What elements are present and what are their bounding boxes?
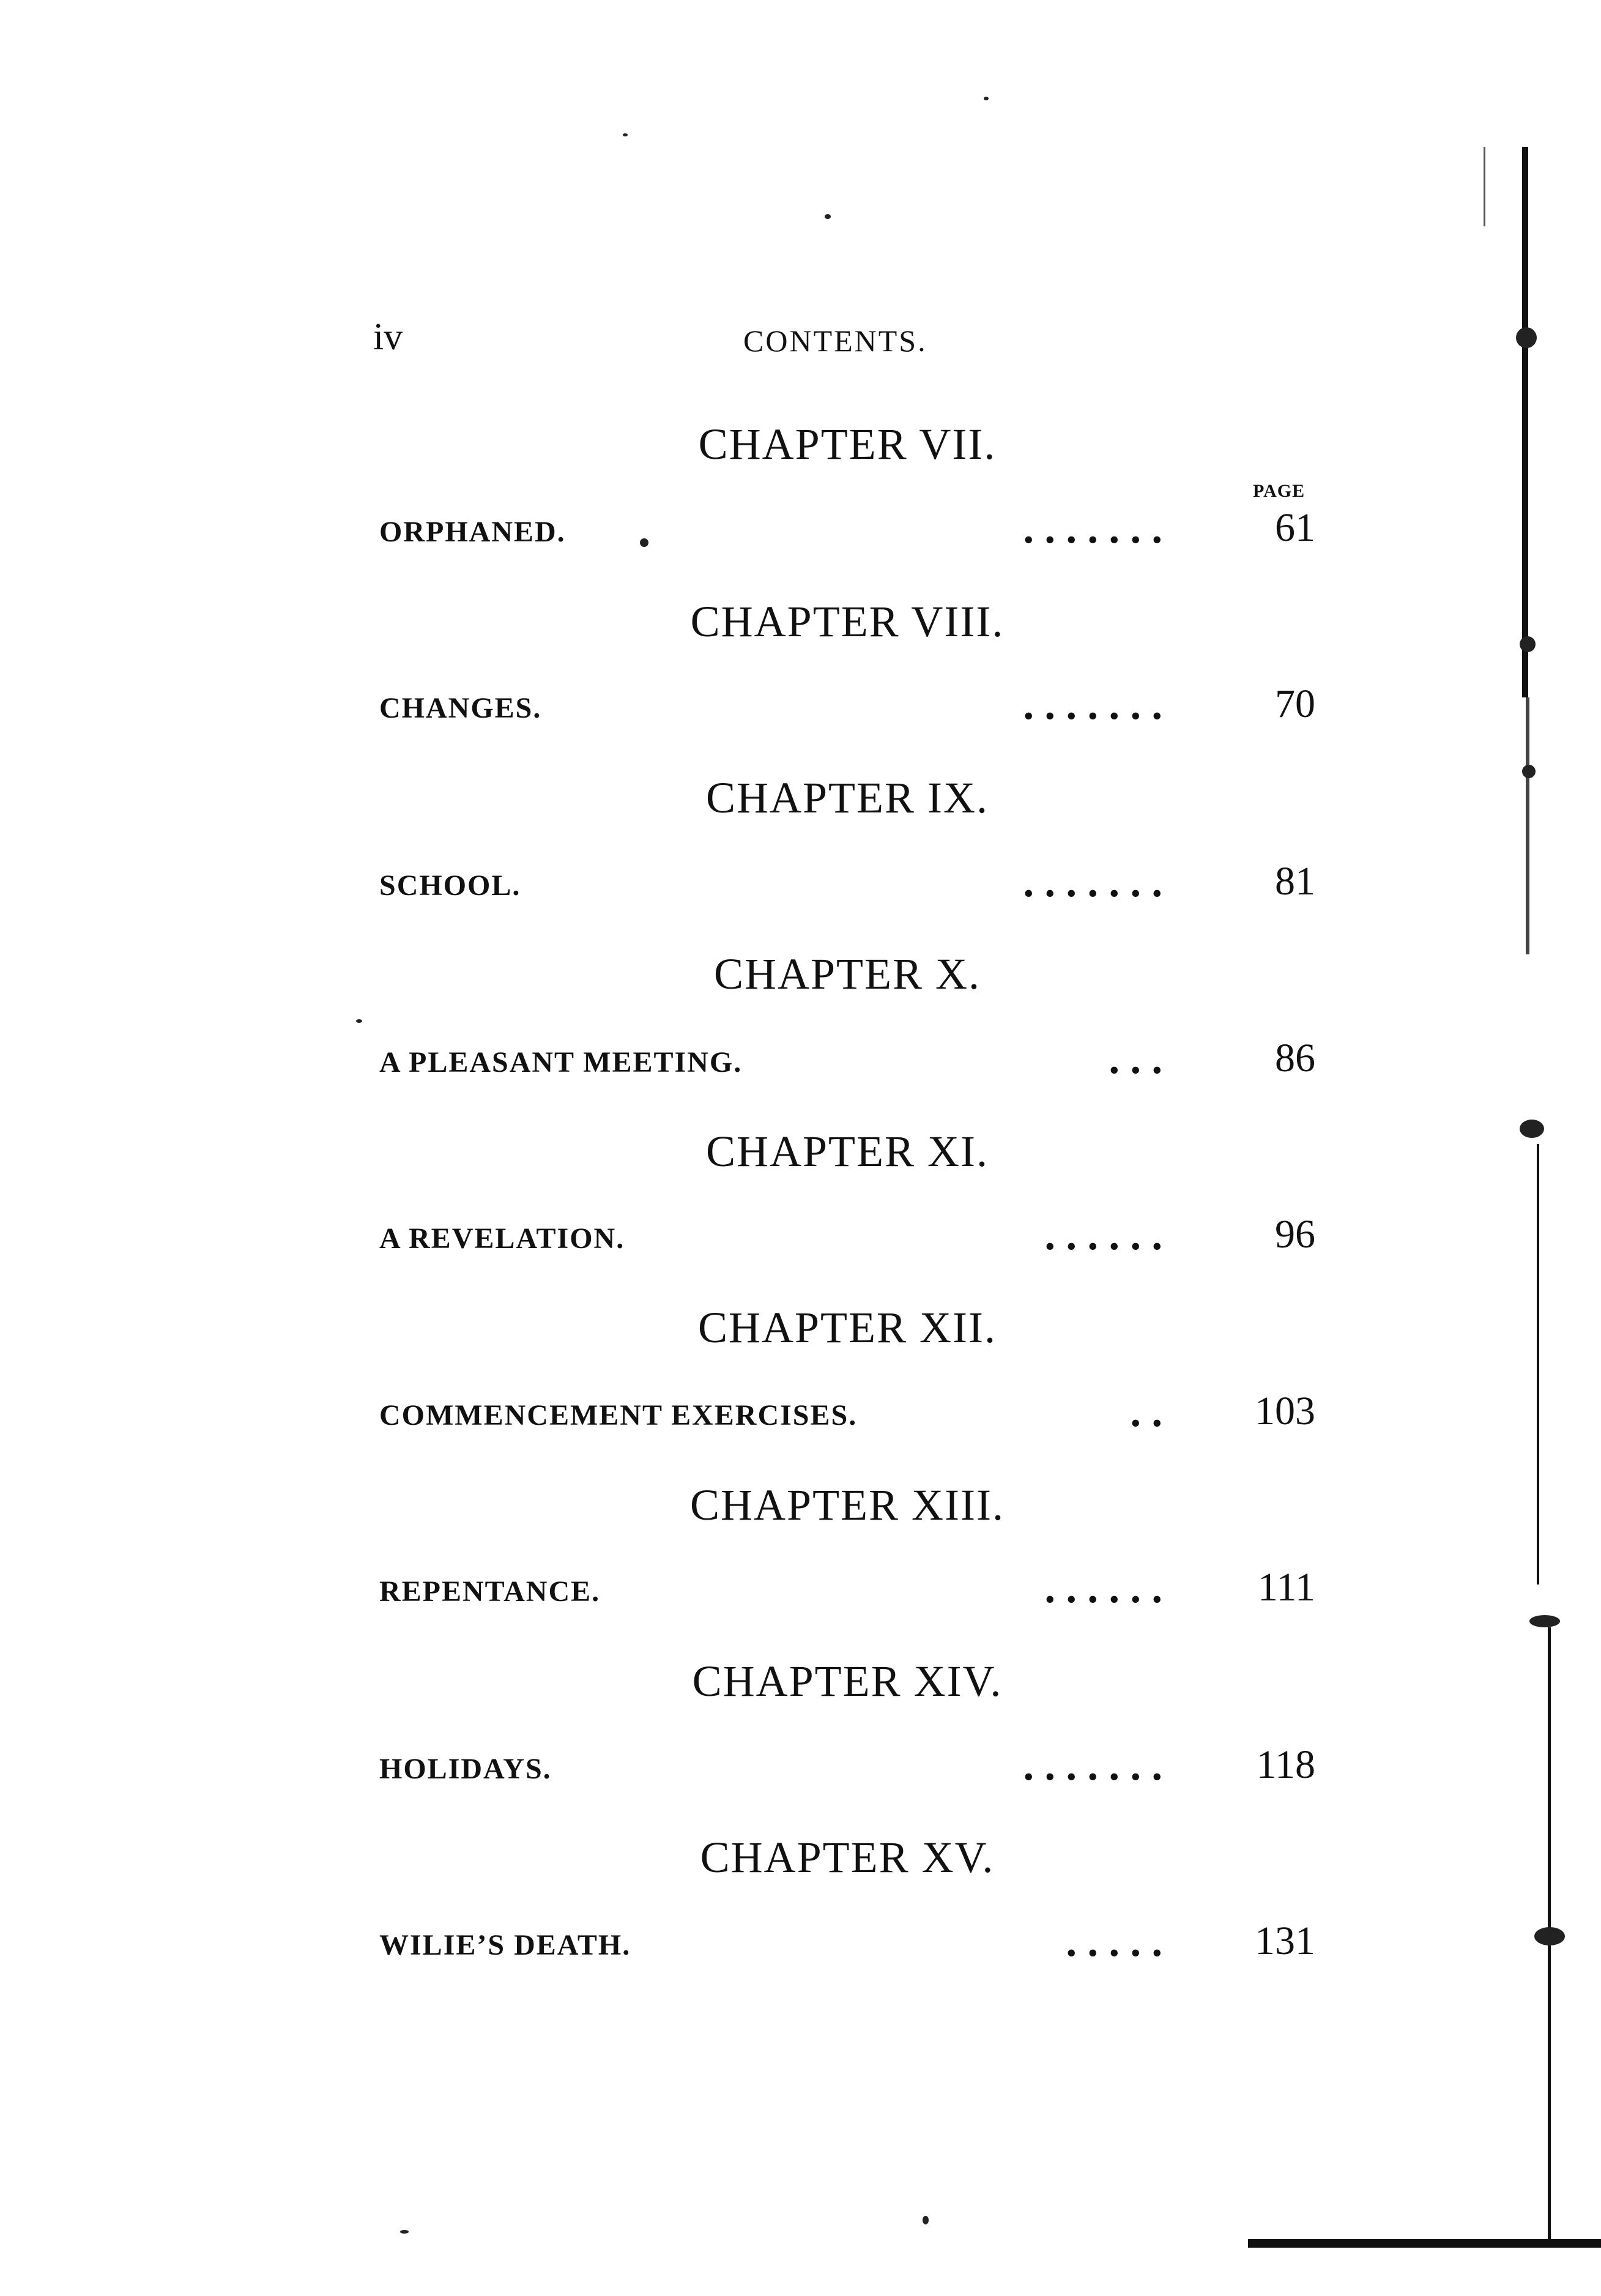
entry-page-number: 86: [1275, 1036, 1315, 1080]
chapter-heading: CHAPTER XI.: [705, 1127, 989, 1176]
running-head: CONTENTS.: [743, 324, 927, 358]
toc-entry[interactable]: [379, 1742, 1315, 1789]
binding-edge: [1526, 697, 1529, 954]
chapter-heading: CHAPTER XV.: [700, 1833, 995, 1882]
entry-title: A PLEASANT MEETING.: [379, 1046, 743, 1079]
toc-entry[interactable]: [379, 861, 1315, 904]
scan-speck: [640, 538, 648, 547]
binding-ornament: [1534, 1927, 1565, 1945]
dot-leader: . . . . . . .: [1023, 682, 1162, 729]
binding-ornament: [1516, 327, 1537, 348]
toc-entry[interactable]: [379, 1038, 1315, 1081]
scan-speck: [923, 2216, 929, 2224]
toc-entry[interactable]: [379, 1921, 1315, 1964]
dot-leader: . . . . . .: [1044, 1565, 1162, 1612]
binding-ornament: [1529, 1615, 1560, 1627]
entry-page-number: 96: [1275, 1212, 1315, 1257]
entry-page-number: 118: [1256, 1742, 1315, 1787]
scan-speck: [400, 2230, 409, 2234]
entry-page-number: 61: [1275, 505, 1315, 550]
entry-page-number: 103: [1255, 1389, 1315, 1433]
scan-speck: [825, 214, 831, 219]
entry-page-number: 81: [1275, 859, 1315, 904]
dot-leader: . . .: [1109, 1036, 1162, 1083]
dot-leader: . . . . . .: [1044, 1212, 1162, 1259]
entry-title: SCHOOL.: [379, 869, 521, 902]
bottom-rule: [1248, 2239, 1601, 2248]
entry-title: HOLIDAYS.: [379, 1753, 552, 1785]
chapter-heading: CHAPTER XIII.: [690, 1481, 1005, 1529]
toc-entry[interactable]: [379, 505, 1315, 552]
chapter-heading: CHAPTER X.: [713, 949, 981, 998]
binding-ornament: [1522, 765, 1536, 778]
page-column-label: PAGE: [1253, 481, 1306, 501]
dot-leader: . . . . . . .: [1023, 505, 1162, 552]
scan-speck: [984, 97, 989, 100]
chapter-heading: CHAPTER XIV.: [692, 1657, 1003, 1706]
toc-entry[interactable]: [379, 684, 1315, 727]
toc-entry[interactable]: [379, 1567, 1315, 1610]
binding-edge: [1537, 1144, 1539, 1585]
entry-title: A REVELATION.: [379, 1222, 625, 1255]
dot-leader: . . . . .: [1066, 1919, 1162, 1966]
chapter-heading: CHAPTER VII.: [698, 420, 997, 469]
dot-leader: . .: [1130, 1389, 1162, 1436]
chapter-heading: CHAPTER VIII.: [690, 597, 1005, 646]
scan-speck: [356, 1019, 362, 1023]
entry-page-number: 111: [1257, 1565, 1315, 1610]
entry-title: COMMENCEMENT EXERCISES.: [379, 1399, 858, 1432]
binding-ornament: [1520, 1120, 1544, 1138]
dot-leader: . . . . . . .: [1023, 859, 1162, 906]
scan-speck: [623, 133, 628, 136]
dot-leader: . . . . . . .: [1023, 1742, 1162, 1789]
binding-edge: [1522, 147, 1528, 697]
page-number: iv: [373, 316, 403, 358]
entry-title: WILIE’S DEATH.: [379, 1929, 631, 1961]
entry-title: REPENTANCE.: [379, 1575, 601, 1608]
chapter-heading: CHAPTER XII.: [698, 1303, 997, 1352]
chapter-heading: CHAPTER IX.: [705, 773, 989, 822]
toc-entry[interactable]: [379, 1214, 1315, 1257]
toc-entry[interactable]: [379, 1391, 1315, 1434]
entry-title: ORPHANED.: [379, 516, 566, 548]
binding-ornament: [1520, 636, 1536, 652]
entry-title: CHANGES.: [379, 692, 542, 724]
entry-page-number: 131: [1255, 1919, 1315, 1963]
entry-page-number: 70: [1275, 682, 1315, 726]
binding-edge: [1484, 147, 1485, 226]
